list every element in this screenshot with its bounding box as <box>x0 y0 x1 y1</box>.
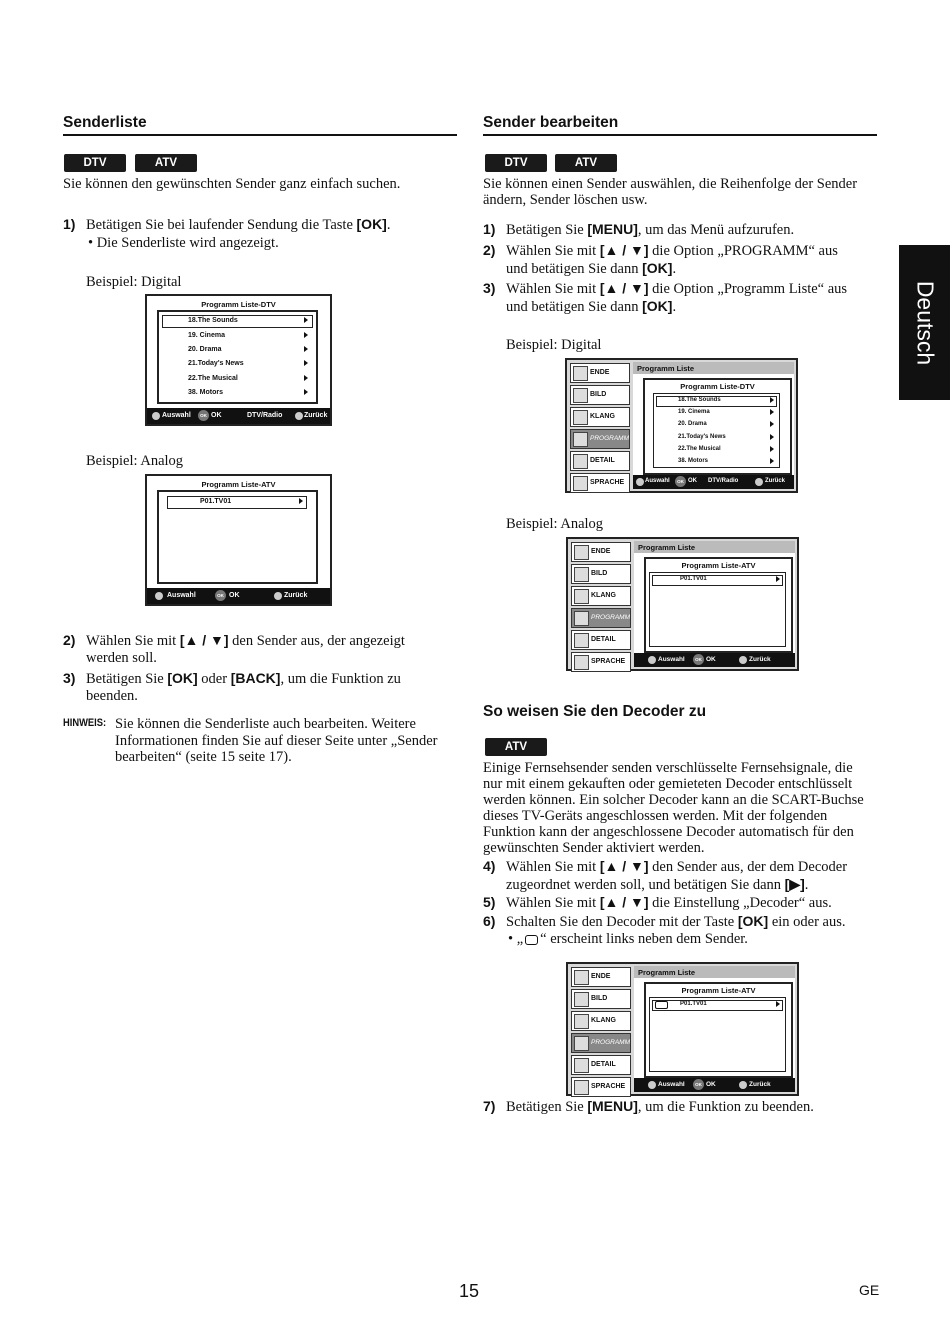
step-number: 4) <box>483 858 496 874</box>
picture-icon <box>574 992 589 1007</box>
step-4-text-line2: zugeordnet werden soll, und betätigen Sie dann [▶]. <box>506 876 809 893</box>
footer-back: Zurück <box>749 1081 771 1088</box>
list-item[interactable]: P01.TV01 <box>680 1001 707 1007</box>
menu-item-programm[interactable]: PROGRAMM <box>570 429 630 449</box>
footer-dtv-radio: DTV/Radio <box>247 412 283 419</box>
example-analog-label: Beispiel: Analog <box>86 453 184 469</box>
atv-badge: ATV <box>555 154 617 172</box>
atv-list-screen <box>145 474 332 606</box>
list-title: Programm Liste-ATV <box>681 561 756 570</box>
detail-icon <box>573 454 588 469</box>
arrow-right-icon <box>299 498 303 504</box>
step-number: 1) <box>483 221 496 237</box>
language-icon <box>574 1080 589 1095</box>
navigate-icon <box>152 412 160 420</box>
example-digital-label: Beispiel: Digital <box>86 274 182 290</box>
language-icon <box>573 476 588 491</box>
back-icon <box>739 1081 747 1089</box>
footer-ok: OK <box>688 478 697 484</box>
step-5-text: Wählen Sie mit [▲ / ▼] die Einstellung „Decoder“ aus. <box>506 894 832 911</box>
menu-item-ende[interactable]: ENDE <box>570 363 630 383</box>
menu-item-sprache[interactable]: SPRACHE <box>571 652 631 672</box>
detail-icon <box>574 633 589 648</box>
detail-icon <box>574 1058 589 1073</box>
footer-select: Auswahl <box>167 592 196 599</box>
intro-text: Sie können den gewünschten Sender ganz einfach suchen. <box>63 176 401 192</box>
atv-badge: ATV <box>135 154 197 172</box>
screen-footer <box>634 1078 795 1092</box>
atv-badge: ATV <box>485 738 547 756</box>
arrow-right-icon <box>770 397 774 403</box>
ok-icon: OK <box>675 476 686 487</box>
channel-list <box>644 557 793 653</box>
channel-list <box>157 490 318 584</box>
arrow-right-icon <box>770 434 774 440</box>
step-number: 2) <box>63 632 76 648</box>
picture-icon <box>573 388 588 403</box>
ok-icon: OK <box>693 654 704 665</box>
footer-select: Auswahl <box>162 412 191 419</box>
menu-item-ende[interactable]: ENDE <box>571 967 631 987</box>
step-3-text-line2: und betätigen Sie dann [OK]. <box>506 298 677 315</box>
footer-select: Auswahl <box>645 478 670 484</box>
screen-title: Programm Liste-DTV <box>201 300 276 309</box>
step-number: 5) <box>483 894 496 910</box>
step-3-text: Betätigen Sie [OK] oder [BACK], um die Funktion zu <box>86 670 401 687</box>
arrow-right-icon <box>776 1001 780 1007</box>
language-tab <box>899 245 950 400</box>
dtv-badge: DTV <box>64 154 126 172</box>
footer-ok: OK <box>706 1081 716 1088</box>
screen-footer <box>147 588 330 604</box>
menu-item-sprache[interactable]: SPRACHE <box>570 473 630 493</box>
list-item[interactable]: 19. Cinema <box>188 332 225 339</box>
menu-item-ende[interactable]: ENDE <box>571 542 631 562</box>
note-line: Informationen finden Sie auf dieser Seite unter „Sender <box>115 733 438 749</box>
selection-highlight <box>167 496 307 509</box>
arrow-right-icon <box>304 317 308 323</box>
language-icon <box>574 655 589 670</box>
list-item[interactable]: 19. Cinema <box>678 409 710 415</box>
step-2-text-line2: werden soll. <box>86 650 157 666</box>
exit-icon <box>573 366 588 381</box>
list-item[interactable]: 21.Today's News <box>678 434 726 440</box>
screen-footer <box>634 653 795 667</box>
navigate-icon <box>155 592 163 600</box>
menu-item-detail[interactable]: DETAIL <box>571 1055 631 1075</box>
decoder-line: gewünschten Sender aktiviert werden. <box>483 840 705 856</box>
sound-icon <box>574 1014 589 1029</box>
menu-atv-screen <box>566 537 799 671</box>
list-item[interactable]: 18.The Sounds <box>188 317 238 324</box>
channel-list-inner <box>649 572 786 647</box>
selection-highlight <box>652 575 783 586</box>
panel-title: Programm Liste <box>638 543 696 552</box>
channel-list <box>643 378 792 475</box>
footer-dtv-radio: DTV/Radio <box>708 478 739 484</box>
dtv-badge: DTV <box>485 154 547 172</box>
footer-back: Zurück <box>284 592 308 599</box>
menu-decoder-screen <box>566 962 799 1096</box>
screen-footer <box>633 475 794 489</box>
list-item[interactable]: 38. Motors <box>678 458 709 464</box>
footer-ok: OK <box>706 656 716 663</box>
panel-title: Programm Liste <box>637 364 695 373</box>
list-item[interactable]: 22.The Musical <box>678 446 721 452</box>
step-2-text: Wählen Sie mit [▲ / ▼] die Option „PROGRAMM“ aus <box>506 242 838 259</box>
step-number: 7) <box>483 1098 496 1114</box>
menu-item-klang[interactable]: KLANG <box>571 586 631 606</box>
language-tab-label: Deutsch <box>912 280 938 365</box>
example-digital-label: Beispiel: Digital <box>506 337 602 353</box>
example-analog-label: Beispiel: Analog <box>506 516 604 532</box>
dtv-list-screen <box>145 294 332 426</box>
intro-line: Sie können einen Sender auswählen, die Reihenfolge der Sender <box>483 176 858 192</box>
footer-select: Auswahl <box>658 1081 685 1088</box>
list-item[interactable]: 22.The Musical <box>188 375 238 382</box>
note-line: bearbeiten“ (seite 15 seite 17). <box>115 749 292 765</box>
intro-line: ändern, Sender löschen usw. <box>483 192 648 208</box>
screen-title: Programm Liste-ATV <box>201 480 276 489</box>
panel-title: Programm Liste <box>638 968 696 977</box>
channel-list <box>157 310 318 404</box>
picture-icon <box>574 567 589 582</box>
list-item[interactable]: 38. Motors <box>188 389 224 396</box>
list-item[interactable]: 21.Today's News <box>188 360 244 367</box>
channel-list-inner <box>653 393 780 468</box>
footer-ok: OK <box>211 412 222 419</box>
step-2-text: Wählen Sie mit [▲ / ▼] den Sender aus, der angezeigt <box>86 632 405 649</box>
menu-item-bild[interactable]: BILD <box>571 564 631 584</box>
sound-icon <box>574 589 589 604</box>
decoder-line: werden können. Ein solcher Decoder kann an die SCART-Buchse <box>483 792 864 808</box>
navigate-icon <box>648 656 656 664</box>
divider <box>483 134 877 136</box>
menu-item-bild[interactable]: BILD <box>571 989 631 1009</box>
back-icon <box>274 592 282 600</box>
arrow-right-icon <box>770 446 774 452</box>
step-6-bullet: • „ “ erscheint links neben dem Sender. <box>508 931 748 947</box>
programm-liste-panel <box>633 362 794 489</box>
exit-icon <box>574 545 589 560</box>
sound-icon <box>573 410 588 425</box>
step-3-text-line2: beenden. <box>86 688 138 704</box>
menu-item-sprache[interactable]: SPRACHE <box>571 1077 631 1097</box>
back-icon <box>295 412 303 420</box>
program-icon <box>574 611 589 626</box>
step-number: 3) <box>63 670 76 686</box>
navigate-icon <box>636 478 644 486</box>
navigate-icon <box>648 1081 656 1089</box>
ok-icon: OK <box>215 590 226 601</box>
step-6-text: Schalten Sie den Decoder mit der Taste [OK] ein oder aus. <box>506 913 846 930</box>
ok-icon: OK <box>693 1079 704 1090</box>
programm-liste-panel <box>634 541 795 667</box>
arrow-right-icon <box>304 360 308 366</box>
arrow-right-icon <box>304 346 308 352</box>
decoder-line: dieses TV-Geräts angeschlossen werden. Mit der folgenden <box>483 808 828 824</box>
footer-back: Zurück <box>765 478 786 484</box>
step-1-text: Betätigen Sie [MENU], um das Menü aufzurufen. <box>506 221 795 238</box>
list-item[interactable]: P01.TV01 <box>200 498 232 505</box>
arrow-right-icon <box>770 409 774 415</box>
menu-item-detail[interactable]: DETAIL <box>571 630 631 650</box>
step-number: 2) <box>483 242 496 258</box>
decoder-icon <box>525 935 538 945</box>
step-3-text: Wählen Sie mit [▲ / ▼] die Option „Programm Liste“ aus <box>506 280 848 297</box>
list-item[interactable]: 18.The Sounds <box>678 397 721 403</box>
exit-icon <box>574 970 589 985</box>
channel-list-inner <box>649 997 786 1072</box>
menu-item-klang[interactable]: KLANG <box>570 407 630 427</box>
step-number: 1) <box>63 216 76 232</box>
step-2-text-line2: und betätigen Sie dann [OK]. <box>506 260 677 277</box>
list-item[interactable]: 20. Drama <box>188 346 222 353</box>
list-item[interactable]: 20. Drama <box>678 421 707 427</box>
channel-list <box>644 982 793 1078</box>
list-title: Programm Liste-ATV <box>681 986 756 995</box>
arrow-right-icon <box>304 389 308 395</box>
back-icon <box>755 478 763 486</box>
decoder-heading: So weisen Sie den Decoder zu <box>483 703 707 720</box>
step-1-text: Betätigen Sie bei laufender Sendung die Taste [OK]. <box>86 216 391 233</box>
step-7-text: Betätigen Sie [MENU], um die Funktion zu beenden. <box>506 1098 814 1115</box>
note-line: Sie können die Senderliste auch bearbeiten. Weitere <box>115 716 416 732</box>
footer-ok: OK <box>229 592 240 599</box>
decoder-icon <box>655 1001 668 1009</box>
decoder-line: Funktion kann der angeschlossene Decoder automatisch für den <box>483 824 854 840</box>
arrow-right-icon <box>776 576 780 582</box>
decoder-line: nur mit einem gekauften oder gemieteten Decoder entschlüsselt <box>483 776 853 792</box>
step-number: 6) <box>483 913 496 929</box>
menu-item-bild[interactable]: BILD <box>570 385 630 405</box>
step-1-bullet: • Die Senderliste wird angezeigt. <box>88 235 279 251</box>
sender-bearbeiten-heading: Sender bearbeiten <box>483 114 619 131</box>
selection-highlight <box>652 1000 783 1011</box>
arrow-right-icon <box>304 375 308 381</box>
menu-item-klang[interactable]: KLANG <box>571 1011 631 1031</box>
page-code: GE <box>859 1282 880 1298</box>
program-icon <box>574 1036 589 1051</box>
programm-liste-panel <box>634 966 795 1092</box>
footer-select: Auswahl <box>658 656 685 663</box>
ok-icon: OK <box>198 410 209 421</box>
screen-footer <box>147 408 330 424</box>
senderliste-heading: Senderliste <box>63 114 147 131</box>
arrow-right-icon <box>770 458 774 464</box>
program-icon <box>573 432 588 447</box>
menu-item-detail[interactable]: DETAIL <box>570 451 630 471</box>
step-number: 3) <box>483 280 496 296</box>
menu-item-programm[interactable]: PROGRAMM <box>571 1033 631 1053</box>
arrow-right-icon <box>304 332 308 338</box>
page-number: 15 <box>459 1281 480 1301</box>
footer-back: Zurück <box>304 412 328 419</box>
arrow-right-icon <box>770 421 774 427</box>
divider <box>63 134 457 136</box>
menu-item-programm[interactable]: PROGRAMM <box>571 608 631 628</box>
note-label: HINWEIS: <box>63 717 107 729</box>
list-title: Programm Liste-DTV <box>680 382 755 391</box>
step-4-text: Wählen Sie mit [▲ / ▼] den Sender aus, der dem Decoder <box>506 858 848 875</box>
decoder-line: Einige Fernsehsender senden verschlüsselte Fernsehsignale, die <box>483 760 853 776</box>
menu-dtv-screen <box>565 358 798 493</box>
list-item[interactable]: P01.TV01 <box>680 576 707 582</box>
footer-back: Zurück <box>749 656 771 663</box>
back-icon <box>739 656 747 664</box>
